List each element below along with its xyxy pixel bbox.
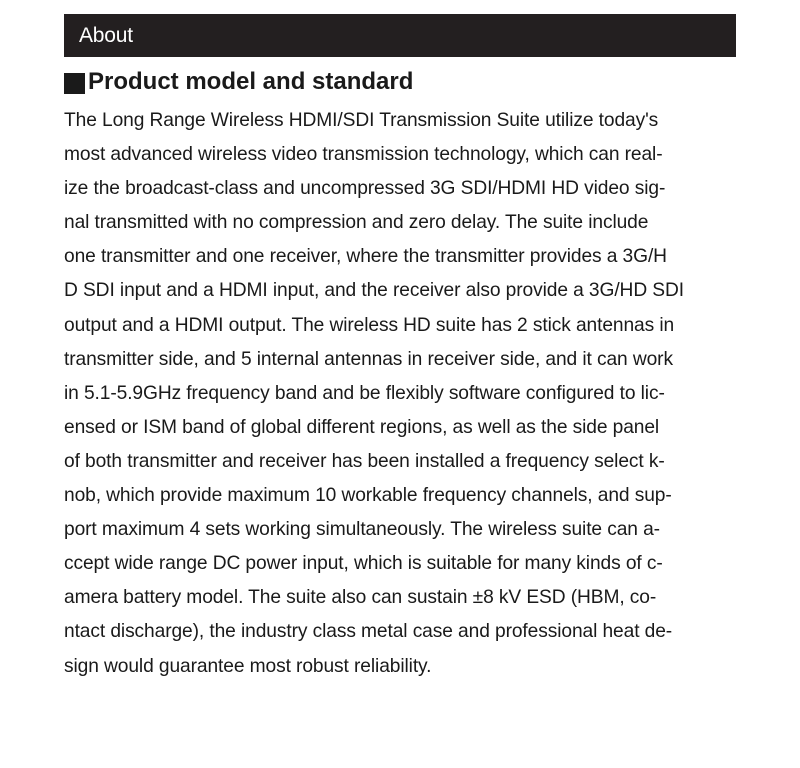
paragraph-line: D SDI input and a HDMI input, and the receiver also provide a 3G/HD SDI — [64, 280, 684, 302]
section-heading-text: Product model and standard — [88, 68, 414, 95]
section-heading — [64, 68, 413, 96]
paragraph-line: nob, which provide maximum 10 workable frequency channels, and sup- — [64, 485, 672, 507]
paragraph-line: most advanced wireless video transmission technology, which can real- — [64, 144, 663, 166]
paragraph-line: The Long Range Wireless HDMI/SDI Transmission Suite utilize today's — [64, 110, 659, 131]
paragraph-line: port maximum 4 sets working simultaneously. The wireless suite can a- — [64, 519, 660, 541]
filled-square-icon — [64, 73, 85, 94]
paragraph-line: ize the broadcast-class and uncompressed 3G SDI/HDMI HD video sig- — [64, 178, 666, 200]
paragraph-line: in 5.1-5.9GHz frequency band and be flexibly software configured to lic- — [64, 382, 665, 404]
paragraph-line: of both transmitter and receiver has been installed a frequency select k- — [64, 450, 665, 472]
paragraph-line: output and a HDMI output. The wireless HD suite has 2 stick antennas in — [64, 314, 675, 336]
about-title: About — [79, 23, 133, 47]
paragraph-line: ensed or ISM band of global different regions, as well as the side panel — [64, 416, 660, 438]
paragraph-line: transmitter side, and 5 internal antennas in receiver side, and it can work — [64, 348, 673, 370]
product-description-paragraph — [64, 104, 754, 684]
paragraph-line: amera battery model. The suite also can sustain ±8 kV ESD (HBM, co- — [64, 587, 657, 609]
about-header-bar — [64, 14, 736, 57]
paragraph-line: one transmitter and one receiver, where the transmitter provides a 3G/H — [64, 246, 667, 268]
paragraph-line: nal transmitted with no compression and zero delay. The suite include — [64, 212, 649, 234]
paragraph-line: sign would guarantee most robust reliability. — [64, 655, 432, 677]
paragraph-line: ccept wide range DC power input, which is suitable for many kinds of c- — [64, 553, 663, 575]
paragraph-line: ntact discharge), the industry class metal case and professional heat de- — [64, 621, 673, 643]
